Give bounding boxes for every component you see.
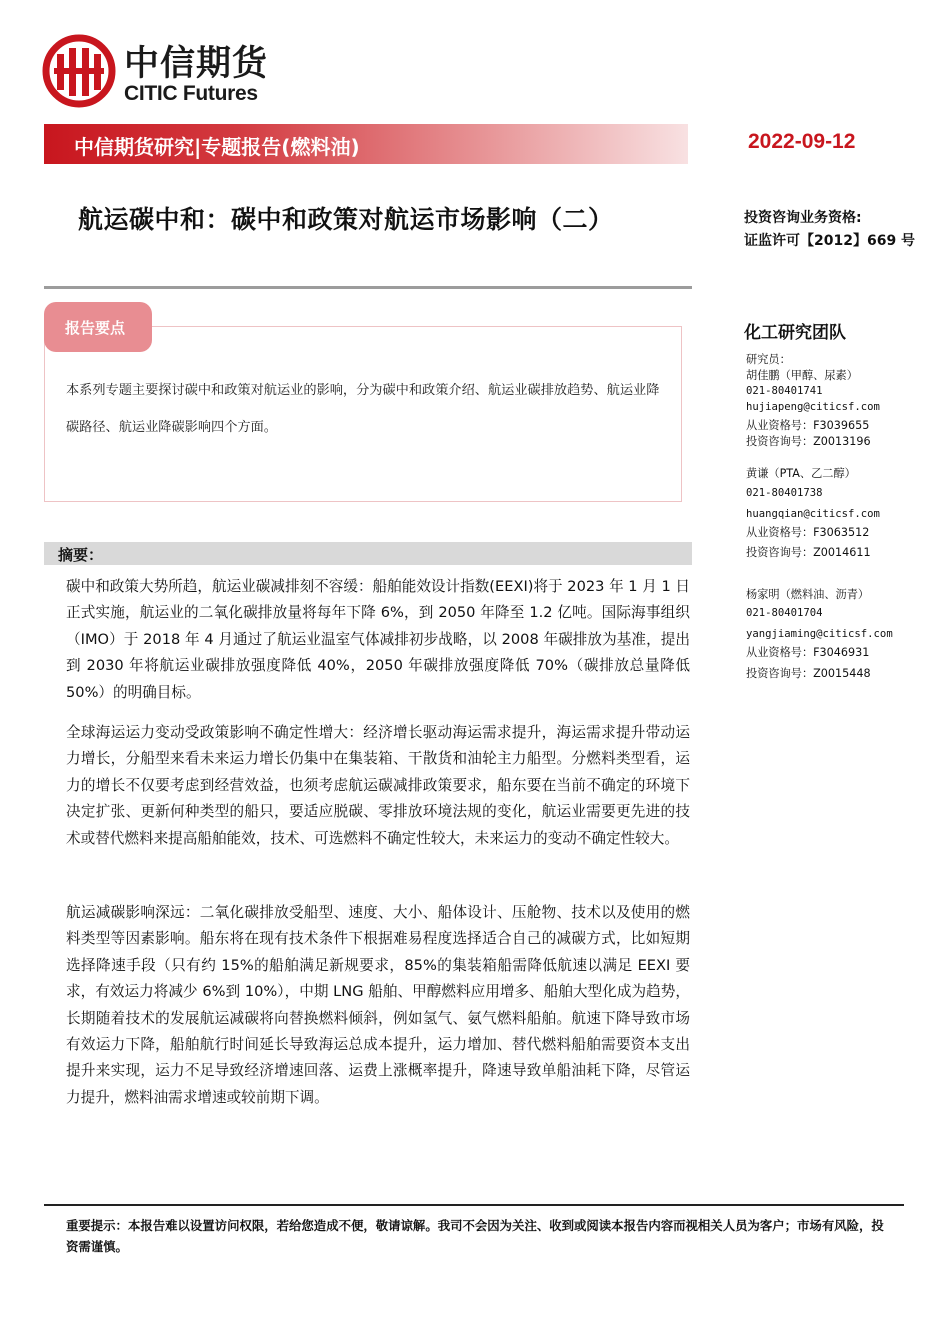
analyst-license: 从业资格号：F3046931 — [746, 646, 870, 659]
analyst-advisory: 投资咨询号：Z0015448 — [746, 667, 871, 680]
disclaimer-text: 重要提示：本报告难以设置访问权限，若给您造成不便，敬请谅解。我司不会因为关注、收到或阅读本报告内容而视相关人员为客户；市场有风险，投资需谨慎。 — [66, 1218, 884, 1254]
analyst-email[interactable]: yangjiaming@citicsf.com — [746, 628, 893, 640]
summary-paragraph: 碳中和政策大势所趋，航运业碳减排刻不容缓：船舶能效设计指数(EEXI)将于 2023 年 1 月 1 日正式实施，航运业的二氧化碳排放量将每年下降 6%，到 2050 年降至 1.2 亿吨。国际海事组织（IMO）于 2018 年 4 月通过了航运业温室气体减排初步战略，以 2008 年碳排放为基准，提出到 2030 年将航运业碳排放强度降低 40%，2050 年碳排放强度降低 70%（碳排放总量降低 50%）的明确目标。 — [66, 578, 690, 701]
citic-futures-logo — [42, 34, 292, 108]
analyst-name: 黄谦（PTA、乙二醇） — [746, 467, 856, 480]
report-date: 2022-09-12 — [748, 130, 856, 153]
summary-heading-bar — [44, 542, 692, 565]
researchers-label: 研究员： — [746, 353, 791, 366]
brand-name-en: CITIC Futures — [124, 82, 258, 105]
footer-divider — [44, 1204, 904, 1206]
summary-paragraph: 全球海运运力变动受政策影响不确定性增大：经济增长驱动海运需求提升，海运需求提升带动运力增长，分船型来看未来运力增长仍集中在集装箱、干散货和油轮主力船型。分燃料类型看，运力的增长不仅要考虑到经营效益，也须考虑航运碳减排政策要求，船东要在当前不确定的环境下决定扩张、更新何种类型的船只，要适应脱碳、零排放环境法规的变化，航运业需要更先进的技术或替代燃料来提高船舶能效，技术、可选燃料不确定性较大，未来运力的变动不确定性较大。 — [66, 724, 690, 847]
analyst-license: 从业资格号：F3039655 — [746, 419, 870, 432]
qualification-line-2: 证监许可【2012】669 号 — [744, 233, 916, 249]
analyst-email[interactable]: hujiapeng@citicsf.com — [746, 401, 880, 413]
analyst-advisory: 投资咨询号：Z0013196 — [746, 435, 871, 448]
analyst-phone: 021-80401738 — [746, 487, 823, 499]
key-points-text: 本系列专题主要探讨碳中和政策对航运业的影响，分为碳中和政策介绍、航运业碳排放趋势、航运业降碳路径、航运业降碳影响四个方面。 — [66, 383, 660, 435]
analyst-email[interactable]: huangqian@citicsf.com — [746, 508, 880, 520]
qualification-line-1: 投资咨询业务资格: — [744, 210, 862, 226]
analyst-phone: 021-80401741 — [746, 385, 823, 397]
brand-name-cn: 中信期货 — [124, 44, 269, 84]
analyst-name: 胡佳鹏（甲醇、尿素） — [746, 369, 858, 382]
title-divider — [44, 286, 692, 289]
citic-emblem-icon — [42, 34, 116, 108]
summary-heading: 摘要： — [58, 546, 104, 564]
report-title: 航运碳中和：碳中和政策对航运市场影响（二） — [78, 205, 614, 234]
key-points-tab — [44, 302, 152, 352]
key-points-label: 报告要点 — [65, 319, 126, 337]
analyst-name: 杨家明（燃料油、沥青） — [746, 588, 870, 601]
team-name: 化工研究团队 — [744, 323, 846, 343]
summary-paragraph: 航运减碳影响深远：二氧化碳排放受船型、速度、大小、船体设计、压舱物、技术以及使用的燃料类型等因素影响。船东将在现有技术条件下根据难易程度选择适合自己的减碳方式，比如短期选择降速手段（只有约 15%的船舶满足新规要求，85%的集装箱船需降低航速以满足 EEXI 要求，有效运力将减少 6%到 10%），中期 LNG 船舶、甲醇燃料应用增多、船舶大型化成为趋势，长期随着技术的发展航运减碳将向替换燃料倾斜，例如氢气、氨气燃料船舶。航速下降导致市场有效运力下降，船舶航行时间延长导致海运总成本提升，运力增加、替代燃料船舶需要资本支出提升来实现，运力不足导致经济增速回落、运费上涨概率提升，降速导致单船油耗下降，尽管运力提升，燃料油需求增速或较前期下调。 — [66, 904, 690, 1106]
report-type-banner — [44, 124, 688, 164]
analyst-license: 从业资格号：F3063512 — [746, 526, 870, 539]
banner-text: 中信期货研究|专题报告(燃料油) — [74, 135, 360, 159]
analyst-phone: 021-80401704 — [746, 607, 823, 619]
analyst-advisory: 投资咨询号：Z0014611 — [746, 546, 871, 559]
